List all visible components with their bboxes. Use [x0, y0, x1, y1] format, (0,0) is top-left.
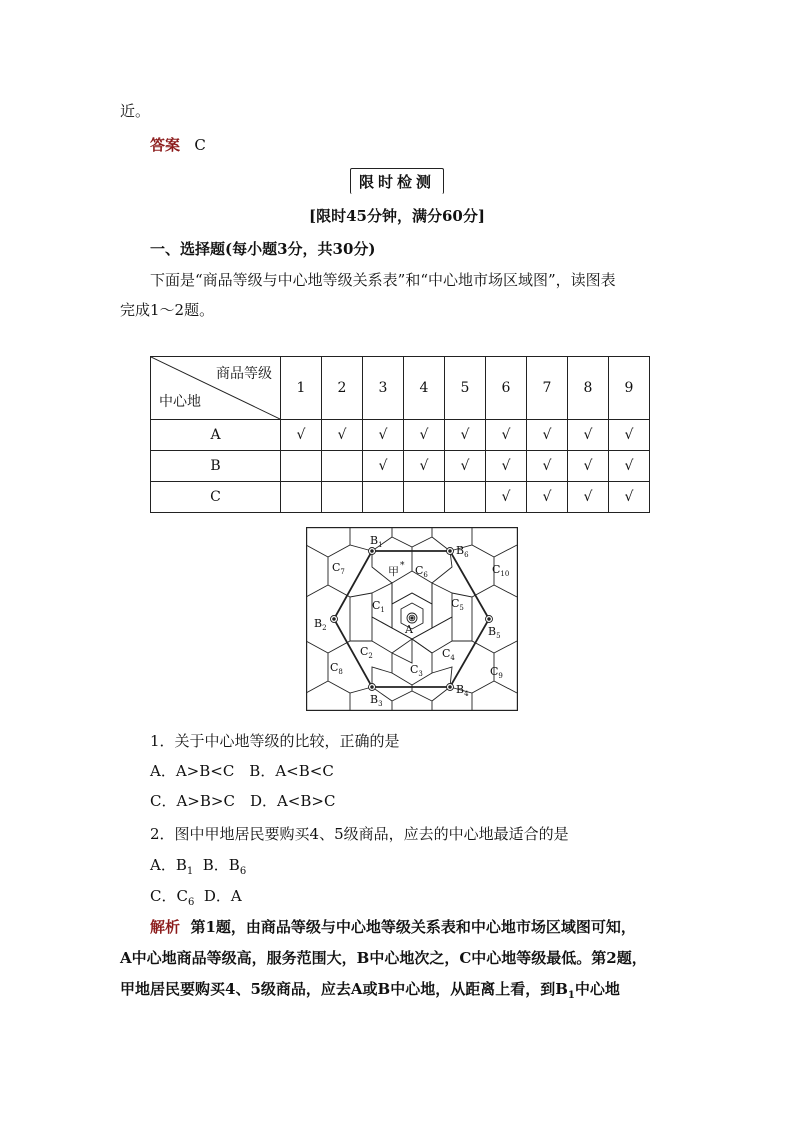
table-row	[151, 420, 650, 451]
question-intro-2: 完成1～2题。	[120, 301, 215, 319]
label-c: C	[360, 645, 369, 658]
q2-option-c: C．C	[150, 887, 188, 905]
cell-edge	[432, 551, 452, 583]
label-c: C	[442, 647, 451, 660]
grade-table	[150, 356, 650, 513]
label-b-sub: 2	[322, 624, 327, 632]
label-c: C	[410, 663, 419, 676]
table-cell	[322, 482, 363, 513]
table-row	[151, 482, 650, 513]
svg-text:B5	[488, 625, 501, 640]
analysis-label: 解析	[150, 918, 181, 936]
svg-text:C3	[410, 663, 423, 678]
label-b: B	[370, 693, 379, 706]
cell-edge	[494, 681, 517, 693]
grade-header: 8	[568, 357, 609, 420]
grade-header: 9	[609, 357, 650, 420]
cell-edge	[494, 585, 517, 597]
q1-stem: 1．关于中心地等级的比较，正确的是	[150, 732, 400, 750]
svg-text:B3	[370, 693, 383, 708]
table-cell	[404, 482, 445, 513]
grade-header: 5	[445, 357, 486, 420]
table-corner	[151, 357, 281, 420]
q2-option-b: B．B	[202, 856, 240, 874]
jia-star-icon: *	[400, 561, 405, 571]
row-name: C	[151, 482, 281, 513]
label-b: B	[488, 625, 497, 638]
analysis-line-2: A中心地商品等级高，服务范围大，B中心地次之，C中心地等级最低。第2题，	[120, 949, 647, 967]
analysis-text-3: 甲地居民要购买4、5级商品，应去A或B中心地，从距离上看，到B	[120, 980, 568, 998]
svg-text:B1	[370, 534, 383, 549]
q1-options-ab: A．A>B<C B．A<B<C	[150, 762, 334, 780]
label-c-sub: 4	[450, 654, 455, 662]
table-cell: √	[486, 420, 527, 451]
label-c-sub: 1	[380, 606, 385, 614]
label-b: B	[456, 544, 465, 557]
label-c: C	[451, 597, 460, 610]
section-heading: 一、选择题(每小题3分，共30分)	[150, 240, 376, 258]
analysis-text-3-post: 中心地	[574, 980, 620, 998]
answer-line	[150, 135, 206, 155]
cell-edge	[306, 545, 372, 557]
svg-text:C2	[360, 645, 373, 660]
label-b-sub: 6	[464, 551, 469, 559]
label-b: B	[314, 617, 323, 630]
answer-value: C	[194, 136, 206, 154]
analysis-line-3	[120, 979, 620, 1006]
table-cell: √	[568, 451, 609, 482]
analysis-line-1	[150, 917, 636, 937]
label-c-sub: 7	[340, 568, 345, 576]
label-b-sub: 5	[496, 632, 501, 640]
row-name: A	[151, 420, 281, 451]
svg-text:C7	[332, 561, 345, 576]
section-banner-text: 限时检测	[350, 168, 444, 194]
label-b-sub: 3	[378, 700, 383, 708]
table-cell: √	[363, 420, 404, 451]
q2-options-ab	[150, 855, 246, 882]
table-cell: √	[445, 420, 486, 451]
table-cell: √	[568, 482, 609, 513]
svg-text:B2	[314, 617, 327, 632]
table-cell: √	[609, 482, 650, 513]
label-c-sub: 8	[338, 668, 343, 676]
label-c: C	[330, 661, 339, 674]
table-cell: √	[404, 420, 445, 451]
svg-text:C9	[490, 665, 503, 680]
cell-edge	[392, 691, 432, 711]
table-cell	[281, 451, 322, 482]
label-c-sub: 3	[418, 670, 423, 678]
label-c: C	[492, 563, 501, 576]
table-cell: √	[363, 451, 404, 482]
table-cell: √	[486, 482, 527, 513]
cell-edge	[452, 641, 517, 653]
market-area-map	[306, 527, 518, 711]
table-cell: √	[322, 420, 363, 451]
section-banner	[0, 168, 794, 194]
cell-edge	[372, 667, 392, 687]
analysis-text-3-sub: 1	[567, 990, 575, 1001]
label-c: C	[332, 561, 341, 574]
cell-edge	[306, 585, 328, 597]
table-cell	[322, 451, 363, 482]
grade-header: 3	[363, 357, 404, 420]
label-a: A	[405, 623, 413, 636]
table-cell: √	[404, 451, 445, 482]
svg-text:C1	[372, 599, 385, 614]
answer-label: 答案	[150, 136, 181, 154]
svg-text:C6	[415, 564, 428, 579]
label-b-sub: 1	[378, 541, 383, 549]
label-c-sub: 6	[423, 571, 428, 579]
table-cell: √	[527, 420, 568, 451]
grade-header: 4	[404, 357, 445, 420]
grade-header: 1	[281, 357, 322, 420]
c-hexagon	[432, 583, 452, 628]
table-cell	[363, 482, 404, 513]
table-cell	[281, 482, 322, 513]
label-c: C	[415, 564, 424, 577]
table-cell	[445, 482, 486, 513]
table-cell: √	[486, 451, 527, 482]
q1-options-cd: C．A>B>C D．A<B>C	[150, 792, 336, 810]
table-cell: √	[568, 420, 609, 451]
q2-option-a: A．B	[150, 856, 187, 874]
analysis-text-1: 第1题，由商品等级与中心地等级关系表和中心地市场区域图可知，	[190, 918, 636, 936]
label-c: C	[490, 665, 499, 678]
table-cell: √	[281, 420, 322, 451]
svg-text:C4	[442, 647, 455, 662]
label-b: B	[370, 534, 379, 547]
q2-option-c-sub: 6	[187, 897, 195, 908]
q2-option-d: D．A	[203, 887, 242, 905]
row-name: B	[151, 451, 281, 482]
label-jia: 甲	[388, 565, 399, 578]
svg-text:B4	[456, 683, 469, 698]
time-limit: [限时45分钟，满分60分]	[309, 207, 485, 225]
grade-header: 2	[322, 357, 363, 420]
label-c-sub: 5	[459, 604, 464, 612]
table-cell: √	[609, 451, 650, 482]
grade-header: 6	[486, 357, 527, 420]
header-top: 商品等级	[216, 366, 272, 382]
table-header-row	[151, 357, 650, 420]
cell-edge	[392, 527, 432, 547]
a-center-marker-dot	[411, 617, 413, 619]
grade-header: 7	[527, 357, 568, 420]
svg-text:C8	[330, 661, 343, 676]
cell-edge	[306, 681, 328, 693]
table-row	[151, 451, 650, 482]
table-cell: √	[609, 420, 650, 451]
q2-option-a-sub: 1	[186, 866, 194, 877]
table-cell: √	[527, 451, 568, 482]
label-c-sub: 2	[368, 652, 373, 660]
label-c-sub: 10	[500, 570, 510, 578]
table-cell: √	[445, 451, 486, 482]
intro-tail: 近。	[120, 102, 151, 120]
svg-text:C10	[492, 563, 509, 578]
label-b-sub: 4	[464, 690, 469, 698]
q2-stem: 2．图中甲地居民要购买4、5级商品，应去的中心地最适合的是	[150, 825, 569, 843]
svg-text:C5	[451, 597, 464, 612]
label-c: C	[372, 599, 381, 612]
label-c-sub: 9	[498, 672, 503, 680]
table-cell: √	[527, 482, 568, 513]
header-left: 中心地	[159, 394, 201, 410]
label-b: B	[456, 683, 465, 696]
question-intro-1: 下面是“商品等级与中心地等级关系表”和“中心地市场区域图”，读图表	[150, 271, 616, 289]
q2-options-cd	[150, 886, 242, 913]
q2-option-b-sub: 6	[239, 866, 247, 877]
